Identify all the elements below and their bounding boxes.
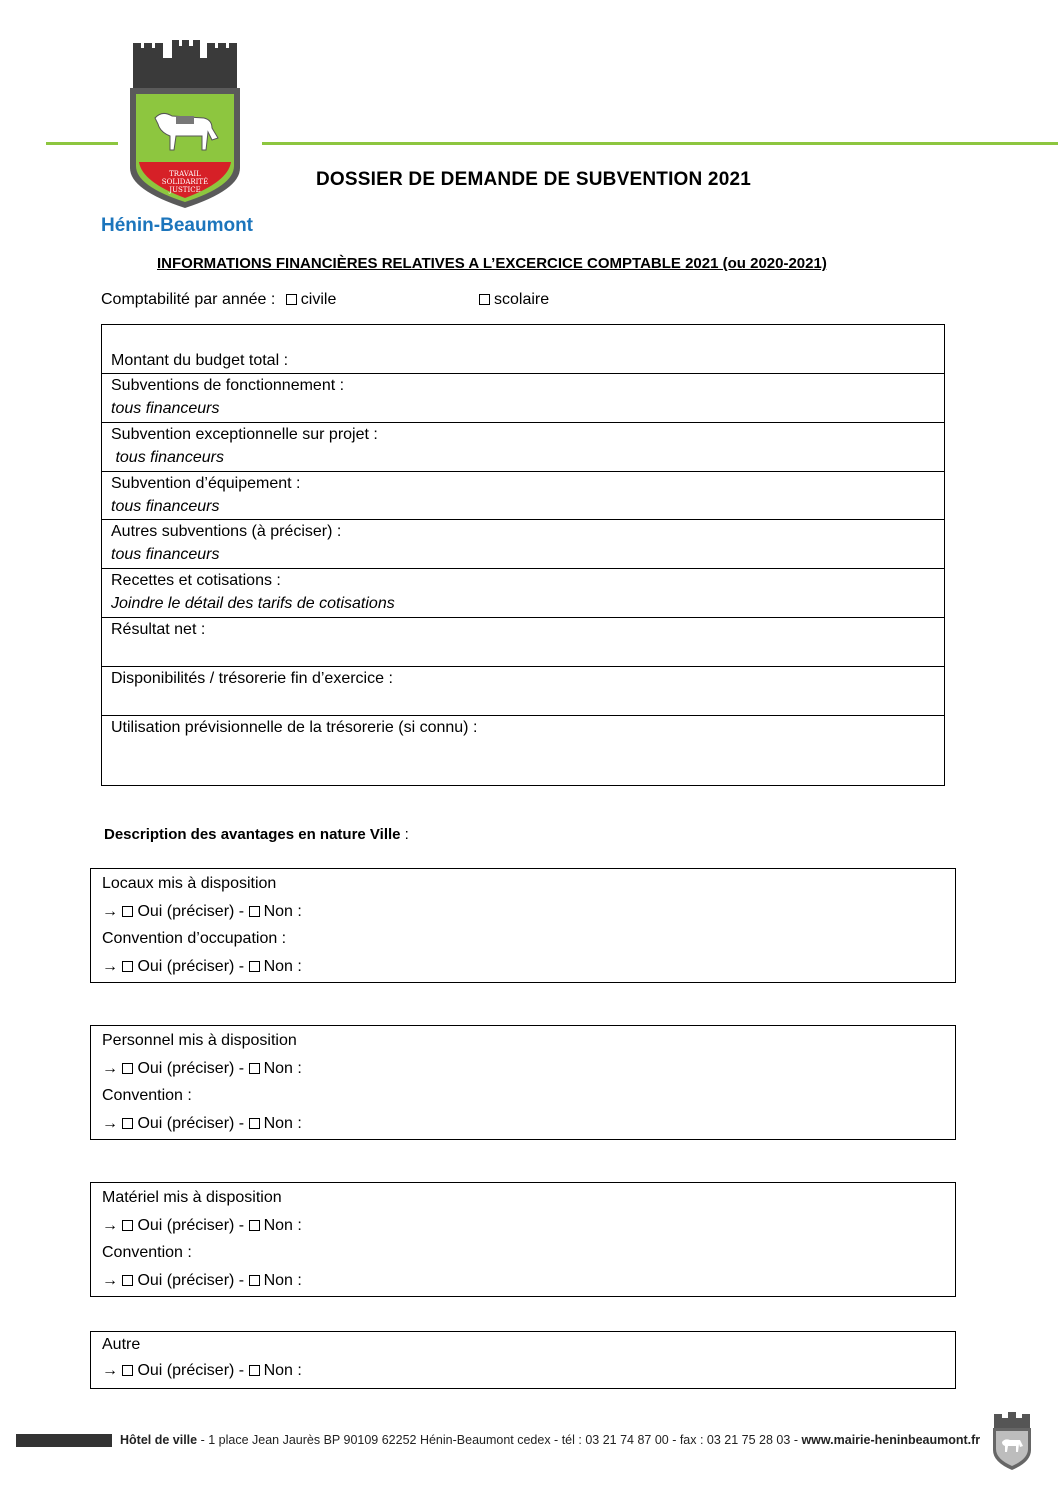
city-logo bbox=[100, 40, 272, 240]
non-label: Non : bbox=[263, 1362, 302, 1379]
non-label: Non : bbox=[263, 1059, 302, 1077]
fin-row-resultat[interactable] bbox=[102, 617, 944, 666]
scolaire-label: scolaire bbox=[494, 291, 550, 308]
oui-checkbox[interactable] bbox=[122, 961, 133, 972]
fin-row-note: Joindre le détail des tarifs de cotisations bbox=[111, 595, 395, 612]
box-heading: Locaux mis à disposition bbox=[102, 875, 277, 892]
footer-address bbox=[120, 1433, 980, 1447]
comptabilite-label: Comptabilité par année : bbox=[101, 291, 276, 308]
personnel-box bbox=[90, 1025, 956, 1140]
comptabilite-line bbox=[101, 291, 336, 309]
fin-row-exceptionnelle[interactable] bbox=[102, 422, 944, 471]
fin-row-label: Autres subventions (à préciser) : bbox=[111, 523, 342, 540]
fin-row-note: tous financeurs bbox=[111, 498, 220, 515]
arrow-icon: → bbox=[102, 1216, 118, 1234]
footer-logo bbox=[990, 1412, 1034, 1472]
fin-row-label: Disponibilités / trésorerie fin d’exercice : bbox=[111, 670, 393, 687]
fin-row-label: Utilisation prévisionnelle de la trésorerie (si connu) : bbox=[111, 719, 478, 736]
scolaire-checkbox[interactable] bbox=[479, 294, 490, 305]
oui-label: Oui (préciser) - bbox=[137, 1216, 245, 1234]
choice-line bbox=[102, 953, 955, 981]
oui-label: Oui (préciser) - bbox=[137, 1059, 245, 1077]
arrow-icon: → bbox=[102, 1271, 118, 1289]
fin-row-autres[interactable] bbox=[102, 519, 944, 568]
footer-label: Hôtel de ville bbox=[120, 1433, 198, 1447]
fin-row-equipement[interactable] bbox=[102, 471, 944, 519]
box-heading: Autre bbox=[102, 1336, 141, 1353]
non-checkbox[interactable] bbox=[249, 1063, 260, 1074]
oui-label: Oui (préciser) - bbox=[137, 1362, 245, 1379]
civile-checkbox[interactable] bbox=[286, 294, 297, 305]
box-sub-heading: Convention : bbox=[102, 1087, 192, 1104]
non-checkbox[interactable] bbox=[249, 1275, 260, 1286]
fin-row-label: Résultat net : bbox=[111, 621, 206, 638]
fin-row-label: Subventions de fonctionnement : bbox=[111, 377, 345, 394]
non-label: Non : bbox=[263, 1216, 302, 1234]
civile-label: civile bbox=[300, 291, 337, 308]
box-heading: Matériel mis à disposition bbox=[102, 1189, 282, 1206]
locaux-box bbox=[90, 868, 956, 983]
non-checkbox[interactable] bbox=[249, 1220, 260, 1231]
choice-line bbox=[102, 1055, 955, 1083]
page-title: DOSSIER DE DEMANDE DE SUBVENTION 2021 bbox=[316, 169, 751, 190]
box-sub-heading: Convention d’occupation : bbox=[102, 930, 287, 947]
non-checkbox[interactable] bbox=[249, 906, 260, 917]
oui-checkbox[interactable] bbox=[122, 1365, 133, 1376]
fin-row-note: tous financeurs bbox=[111, 449, 224, 466]
castle-shield-icon bbox=[100, 40, 272, 240]
arrow-icon: → bbox=[102, 1114, 118, 1132]
arrow-icon: → bbox=[102, 1362, 118, 1379]
box-heading: Personnel mis à disposition bbox=[102, 1032, 297, 1049]
fin-row-label: Subvention d’équipement : bbox=[111, 475, 301, 492]
fin-row-label: Montant du budget total : bbox=[111, 352, 289, 369]
non-checkbox[interactable] bbox=[249, 1118, 260, 1129]
footer-website[interactable]: www.mairie-heninbeaumont.fr bbox=[801, 1433, 981, 1447]
arrow-icon: → bbox=[102, 902, 118, 920]
financial-table bbox=[101, 324, 945, 786]
footer-bar bbox=[16, 1434, 112, 1447]
section2-title-suffix: : bbox=[400, 826, 409, 843]
oui-checkbox[interactable] bbox=[122, 1275, 133, 1286]
materiel-box bbox=[90, 1182, 956, 1297]
non-label: Non : bbox=[263, 1114, 302, 1132]
logo-city-name: Hénin-Beaumont bbox=[101, 215, 253, 236]
non-label: Non : bbox=[263, 957, 302, 975]
oui-label: Oui (préciser) - bbox=[137, 957, 245, 975]
section2-title bbox=[104, 826, 409, 843]
footer-address-text: - 1 place Jean Jaurès BP 90109 62252 Hénin-Beaumont cedex - tél : 03 21 74 87 00 - fax : 03 21 75 28 03 - bbox=[197, 1433, 802, 1447]
motto-line-3: JUSTICE bbox=[169, 186, 201, 194]
non-checkbox[interactable] bbox=[249, 1365, 260, 1376]
header-line-left bbox=[46, 142, 118, 145]
fin-row-label: Subvention exceptionnelle sur projet : bbox=[111, 426, 378, 443]
choice-line bbox=[102, 1267, 955, 1295]
non-label: Non : bbox=[263, 1271, 302, 1289]
fin-row-recettes[interactable] bbox=[102, 568, 944, 617]
oui-label: Oui (préciser) - bbox=[137, 1114, 245, 1132]
non-checkbox[interactable] bbox=[249, 961, 260, 972]
scolaire-option bbox=[479, 291, 549, 309]
oui-checkbox[interactable] bbox=[122, 1118, 133, 1129]
fin-row-note: tous financeurs bbox=[111, 546, 220, 563]
section2-title-text: Description des avantages en nature Ville bbox=[104, 826, 401, 843]
box-sub-heading: Convention : bbox=[102, 1244, 192, 1261]
fin-row-disponibilites[interactable] bbox=[102, 666, 944, 715]
oui-checkbox[interactable] bbox=[122, 906, 133, 917]
non-label: Non : bbox=[263, 902, 302, 920]
castle-shield-small-icon bbox=[990, 1412, 1034, 1472]
header-line-right bbox=[262, 142, 1058, 145]
choice-line bbox=[102, 1358, 955, 1384]
motto-line-2: SOLIDARITÉ bbox=[161, 178, 209, 186]
oui-label: Oui (préciser) - bbox=[137, 1271, 245, 1289]
arrow-icon: → bbox=[102, 1059, 118, 1077]
fin-row-note: tous financeurs bbox=[111, 400, 220, 417]
section1-title: INFORMATIONS FINANCIÈRES RELATIVES A L’EXCERCICE COMPTABLE 2021 (ou 2020-2021) bbox=[157, 255, 827, 272]
motto-line-1: TRAVAIL bbox=[169, 170, 201, 178]
fin-row-label: Recettes et cotisations : bbox=[111, 572, 281, 589]
choice-line bbox=[102, 1110, 955, 1138]
arrow-icon: → bbox=[102, 957, 118, 975]
oui-checkbox[interactable] bbox=[122, 1063, 133, 1074]
oui-checkbox[interactable] bbox=[122, 1220, 133, 1231]
fin-row-utilisation[interactable] bbox=[102, 715, 944, 785]
choice-line bbox=[102, 1212, 955, 1240]
oui-label: Oui (préciser) - bbox=[137, 902, 245, 920]
fin-row-fonctionnement[interactable] bbox=[102, 373, 944, 422]
autre-box bbox=[90, 1331, 956, 1389]
fin-row-budget[interactable] bbox=[102, 325, 944, 373]
choice-line bbox=[102, 898, 955, 926]
